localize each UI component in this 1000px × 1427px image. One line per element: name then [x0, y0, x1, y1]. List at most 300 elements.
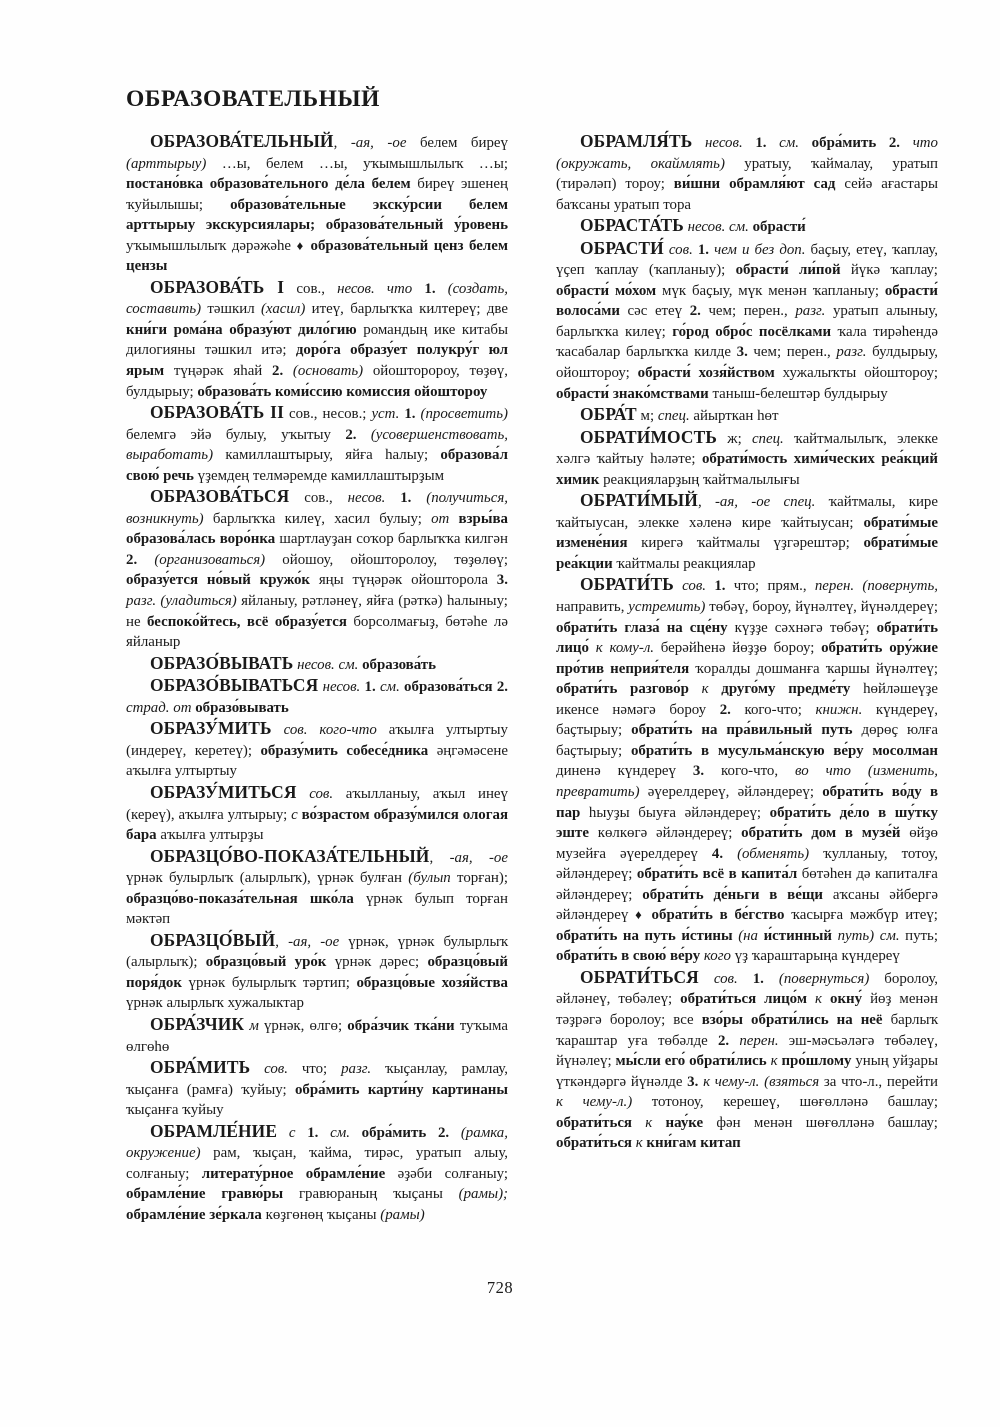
bashkir-gloss: икенсе	[556, 701, 599, 718]
example-phrase: обрати́ть	[631, 722, 693, 739]
dictionary-entry	[556, 215, 938, 238]
bashkir-gloss: не	[126, 613, 141, 630]
russian-gloss: (получиться,	[426, 490, 508, 507]
dictionary-entry	[126, 675, 508, 718]
bashkir-gloss: ҡапланыу;	[812, 282, 880, 299]
example-phrase: свою́	[632, 948, 667, 965]
example-phrase: обра́мить	[361, 1124, 427, 1141]
sense-number: 2.	[496, 679, 509, 696]
bashkir-gloss: ҡайтмалы,	[828, 494, 896, 511]
example-phrase: обрамле́ние	[126, 1206, 206, 1223]
example-phrase: во́ду	[891, 783, 922, 800]
example-phrase: обрати́ть	[556, 681, 618, 698]
bashkir-gloss: үрнәк,	[263, 1017, 305, 1034]
entry-body	[126, 490, 508, 650]
bashkir-gloss: быуға	[638, 804, 677, 821]
russian-gloss: (рамка,	[460, 1124, 508, 1141]
headword: ОБРА́МИТЬ	[150, 1057, 251, 1078]
bashkir-gloss: уҡытыу	[281, 426, 332, 443]
grammar-label: -ое	[488, 849, 508, 866]
grammar-label: несов.	[687, 219, 726, 236]
bashkir-gloss: алыныу,	[886, 303, 938, 320]
bashkir-gloss: яйға	[366, 593, 394, 610]
dictionary-entry	[126, 1121, 508, 1226]
bashkir-gloss: төбәү,	[709, 599, 749, 616]
bashkir-gloss: (рамға)	[186, 1081, 233, 1098]
example-phrase: эште	[556, 825, 589, 842]
bashkir-gloss: ҡайтыу	[596, 451, 644, 468]
bashkir-gloss: әйләндереү;	[737, 783, 814, 800]
dictionary-entry	[126, 782, 508, 846]
example-phrase: ве́ру	[833, 742, 864, 759]
headword: ОБРАТИ́МЫЙ	[580, 490, 698, 511]
example-phrase: в	[719, 907, 728, 924]
bashkir-gloss: ҡыҫан,	[252, 1145, 297, 1162]
bashkir-gloss: ж;	[727, 430, 742, 447]
headword: ОБРАТИ́ТЬСЯ	[580, 966, 699, 987]
bashkir-gloss: ҡаршы	[825, 660, 870, 677]
sense-number: 1.	[752, 970, 764, 987]
example-phrase: путь	[821, 722, 853, 739]
bashkir-gloss: уратып	[415, 1145, 462, 1162]
bashkir-gloss: камиллаштырҙым	[330, 467, 445, 484]
grammar-label: спец.	[657, 408, 690, 425]
example-phrase: на	[836, 1011, 853, 1028]
sense-number: 2.	[126, 551, 138, 568]
bashkir-gloss: солғаныу;	[444, 1165, 508, 1182]
bashkir-gloss: ҡыҫаны	[326, 1206, 377, 1223]
bashkir-gloss: соҡор	[356, 531, 394, 548]
bashkir-gloss: мәктәп	[126, 911, 171, 928]
russian-gloss: (хасил)	[260, 301, 306, 318]
bashkir-gloss: бороу,	[752, 599, 792, 616]
russian-gloss: превратить)	[556, 783, 640, 800]
bashkir-gloss: итеү;	[905, 907, 938, 924]
bashkir-gloss: тәртип;	[302, 974, 350, 991]
bashkir-gloss: музейға	[556, 845, 607, 862]
russian-gloss: (рамы);	[458, 1186, 508, 1203]
bashkir-gloss: тотоу,	[901, 845, 938, 862]
bashkir-gloss: шартлауҙан	[279, 531, 353, 548]
bashkir-gloss: үрнәк,	[348, 933, 389, 950]
bashkir-gloss: барлыҡҡа	[397, 531, 461, 548]
grammar-label: несов.	[337, 280, 375, 297]
bashkir-gloss: һөт	[757, 408, 779, 425]
grammar-label: сов.	[283, 722, 308, 739]
example-phrase: образова́ть	[362, 656, 436, 673]
bashkir-gloss: йүнәлде	[630, 1073, 683, 1090]
bashkir-gloss: ҡала	[837, 323, 867, 340]
dictionary-entry	[126, 277, 508, 402]
grammar-label: к	[635, 1135, 643, 1152]
bashkir-gloss: алырлыҡ	[166, 995, 224, 1012]
bashkir-gloss: аҡылланыу,	[345, 785, 421, 802]
russian-gloss: окружение)	[126, 1145, 201, 1162]
grammar-label: что	[912, 135, 938, 151]
russian-gloss: (на	[738, 927, 758, 944]
example-phrase: образова́тельный	[325, 217, 444, 234]
grammar-label: спец.	[751, 430, 784, 447]
example-phrase: беспоко́йтесь,	[147, 613, 241, 630]
example-phrase: ценз	[433, 237, 464, 254]
example-phrase: цензы	[126, 258, 168, 275]
example-phrase: знако́мствами	[612, 385, 709, 402]
example-phrase: в	[769, 886, 778, 903]
bashkir-gloss: ҡыҫанға	[126, 1102, 179, 1119]
example-phrase: образу́ют	[229, 321, 292, 338]
bashkir-gloss: өйҙө	[909, 825, 938, 842]
example-phrase: полукру́г	[416, 342, 480, 359]
entry-body	[556, 242, 938, 402]
bashkir-gloss: барлыҡ	[890, 1011, 938, 1028]
bashkir-gloss: кого-что;	[744, 701, 802, 718]
bashkir-gloss: телмәремде	[252, 467, 328, 484]
bashkir-gloss: торған	[466, 890, 508, 907]
headword: ОБРАЗОВА́ТЬ I	[150, 276, 285, 297]
bashkir-gloss: хәленә	[689, 514, 732, 531]
grammar-label: несов.	[322, 679, 361, 696]
bashkir-gloss: аҡыл	[432, 785, 466, 802]
bashkir-gloss: баҫыу,	[691, 282, 733, 299]
example-phrase: капита́л	[741, 866, 798, 883]
bashkir-gloss: яһай	[233, 363, 263, 380]
bashkir-gloss: әүерелдереү	[620, 845, 698, 862]
example-phrase: неприя́теля	[610, 660, 690, 677]
bashkir-gloss: түңәрәк	[352, 572, 403, 589]
headword: ОБРАЗУ́МИТЬ	[150, 718, 272, 739]
example-phrase: обро́с	[715, 323, 753, 340]
example-phrase: дом	[811, 825, 837, 842]
russian-gloss: (основать)	[292, 363, 364, 380]
russian-gloss: путь)	[837, 927, 875, 944]
grammar-label: кого-что	[319, 722, 377, 739]
bashkir-gloss: ҡайма,	[309, 1145, 352, 1162]
example-phrase: бара	[126, 827, 157, 844]
example-phrase: кни́гам	[646, 1135, 697, 1152]
headword: ОБРАТИ́ТЬ	[580, 574, 674, 595]
dictionary-entry	[556, 238, 938, 404]
grammar-label: несов.	[705, 135, 743, 151]
bashkir-gloss: өлгө;	[309, 1017, 343, 1034]
grammar-label: -ая,	[449, 849, 473, 866]
bashkir-gloss: ҡайтмалы	[696, 535, 760, 552]
example-phrase: обрамля́ют	[729, 176, 805, 193]
russian-gloss: (повернуться)	[778, 970, 870, 987]
example-phrase: но́вый	[206, 572, 251, 589]
grammar-label: чему-л.)	[582, 1094, 633, 1111]
text-columns	[126, 131, 938, 1266]
bashkir-gloss: хәлгә	[556, 451, 591, 468]
bashkir-gloss: инеү	[477, 785, 508, 802]
example-phrase: обрасти́	[556, 385, 610, 402]
bashkir-gloss: берәйһенә	[660, 640, 726, 657]
bashkir-gloss: яңы	[318, 572, 344, 589]
bashkir-gloss: ҡыҫанлау,	[384, 1061, 448, 1078]
bashkir-gloss: баҡсаны	[556, 196, 611, 213]
example-phrase: ярым	[126, 363, 165, 380]
bashkir-gloss: күндереү	[841, 948, 900, 965]
example-phrase: всё	[702, 866, 725, 883]
example-phrase: арттырыу	[126, 217, 196, 234]
bashkir-gloss: ҡаплау;	[890, 262, 938, 279]
bashkir-gloss: итеү,	[311, 301, 344, 318]
bashkir-gloss: төбәү;	[829, 619, 870, 636]
bashkir-gloss: белемгә	[126, 426, 177, 443]
bashkir-gloss: боролоу,	[884, 970, 938, 987]
grammar-label: сов.	[682, 578, 707, 595]
bashkir-gloss: боролоу;	[609, 1011, 666, 1028]
bashkir-gloss: эйә	[190, 426, 212, 443]
example-phrase: обрати́лись	[751, 1011, 829, 1028]
grammar-label: разг.	[836, 344, 867, 361]
bashkir-gloss: перейти	[886, 1073, 938, 1090]
russian-gloss: (усовершенствовать,	[370, 426, 508, 443]
russian-gloss: устремить)	[628, 599, 706, 616]
sense-number: 3.	[692, 763, 705, 780]
grammar-label: см.	[779, 135, 800, 151]
example-phrase: обрати́ть	[821, 640, 883, 657]
entry-body	[684, 219, 806, 235]
example-phrase: мосолман	[872, 742, 939, 759]
grammar-label: к	[703, 1073, 711, 1090]
bashkir-gloss: ҡаплау,	[892, 241, 938, 258]
sense-number: 1.	[424, 280, 436, 297]
bashkir-gloss: тәшкил	[207, 301, 255, 318]
bashkir-gloss: бөтәһен	[801, 866, 852, 883]
bashkir-gloss: әйләндереү	[556, 907, 629, 924]
bashkir-gloss: менән	[753, 1114, 793, 1131]
bashkir-gloss: ,	[697, 494, 702, 511]
entry-body	[556, 971, 938, 1151]
bashkir-gloss: ойошторороу,	[372, 363, 460, 380]
headword: ОБРАЗЦО́ВЫЙ	[150, 929, 276, 950]
entry-body	[637, 408, 779, 424]
bashkir-gloss: уҡымышлылыҡ	[126, 237, 227, 254]
example-phrase: ору́жие	[889, 640, 938, 657]
example-phrase: поря́док	[126, 974, 182, 991]
bashkir-gloss: үрнәк	[126, 870, 163, 887]
bashkir-gloss: м;	[640, 408, 655, 425]
example-phrase: обрати́ть	[769, 804, 831, 821]
headword: ОБРАЗО́ВЫВАТЬ	[150, 652, 294, 673]
bashkir-gloss: йүкә	[850, 262, 881, 279]
bashkir-gloss: ,	[333, 135, 338, 151]
bashkir-gloss: аҡылға	[178, 806, 224, 823]
bashkir-gloss: һәләте;	[650, 451, 696, 468]
grammar-label: -ое	[751, 494, 771, 511]
example-phrase: воро́нка	[219, 531, 276, 548]
example-phrase: экску́рсии	[372, 196, 442, 213]
dictionary-entry	[126, 131, 508, 277]
bashkir-gloss: белем	[419, 135, 458, 151]
bashkir-gloss: булырлыҡ	[443, 933, 508, 950]
example-phrase: про́шлому	[781, 1053, 852, 1070]
bashkir-gloss: элекке	[638, 514, 680, 531]
russian-gloss: (организоваться)	[154, 551, 266, 568]
sense-number: 3.	[687, 1073, 699, 1090]
example-phrase: обрати́ть	[642, 886, 704, 903]
headword: ОБРАСТА́ТЬ	[580, 215, 684, 236]
example-phrase: в	[844, 825, 853, 842]
bashkir-gloss: туҡыма	[459, 1017, 508, 1034]
left-column	[126, 131, 508, 1266]
bashkir-gloss: көлкөгә	[597, 825, 648, 842]
bashkir-gloss: ойошторолоу,	[350, 551, 438, 568]
example-phrase: глаза́	[624, 619, 660, 636]
bashkir-gloss: перен.,	[786, 344, 831, 361]
bashkir-gloss: направить,	[556, 599, 625, 616]
bashkir-gloss: барлыҡҡа	[625, 344, 689, 361]
example-phrase: обрати́ть	[741, 825, 803, 842]
grammar-label: к	[645, 1114, 653, 1131]
bashkir-gloss: барлыҡҡа	[212, 510, 276, 527]
bashkir-gloss: перен.,	[743, 303, 788, 320]
bashkir-gloss: две	[486, 301, 508, 318]
example-phrase: предме́ту	[788, 681, 851, 698]
example-phrase: нау́ке	[665, 1114, 704, 1131]
example-phrase: лицо́м	[764, 991, 807, 1008]
example-phrase: белем	[469, 196, 508, 213]
bashkir-gloss: (индереү,	[126, 742, 187, 759]
example-phrase: обрасти́	[637, 365, 691, 382]
bashkir-gloss: ҡуйылышы;	[126, 196, 203, 213]
bashkir-gloss: дилогияны	[126, 342, 196, 359]
example-phrase: тка́ни	[414, 1017, 455, 1034]
grammar-label: сов.	[309, 785, 334, 802]
bashkir-gloss: үрнәк	[188, 974, 226, 991]
dictionary-entry	[126, 1057, 508, 1121]
headword: ОБРАЗУ́МИТЬСЯ	[150, 781, 297, 802]
example-phrase: ологая	[462, 806, 509, 823]
russian-gloss: составить)	[126, 301, 202, 318]
example-phrase: обрати́ть	[556, 948, 618, 965]
example-phrase: обрати́мые	[863, 535, 938, 552]
grammar-label: что	[386, 280, 413, 297]
grammar-label: к	[595, 640, 603, 657]
example-phrase: обрати́ться	[556, 1114, 632, 1131]
grammar-label: см.	[379, 679, 400, 696]
example-phrase: обрасти́	[884, 282, 938, 299]
bashkir-gloss: барлыҡҡа	[556, 323, 619, 340]
grammar-label: во	[795, 763, 809, 780]
bashkir-gloss: что;	[733, 578, 760, 595]
example-phrase: и́стинный	[763, 927, 833, 944]
grammar-label: сов.	[713, 970, 738, 987]
example-phrase: сад	[813, 176, 836, 193]
grammar-label: и	[742, 241, 750, 258]
russian-gloss: (повернуть,	[862, 578, 938, 595]
example-phrase: образу́мился	[373, 806, 459, 823]
example-phrase: реа́кции	[556, 555, 613, 572]
bashkir-gloss: ойошторола	[411, 572, 488, 589]
grammar-label: см.	[330, 1124, 350, 1141]
example-phrase: юл	[488, 342, 508, 359]
grammar-label: страд.	[126, 699, 170, 716]
bashkir-gloss: ҡыҫанға	[126, 1081, 179, 1098]
grammar-label: сов.	[264, 1061, 288, 1078]
grammar-label: сов.	[668, 241, 693, 258]
grammar-label: -ая,	[288, 933, 312, 950]
example-phrase: кружо́к	[259, 572, 310, 589]
headword: ОБРАЗО́ВЫВАТЬСЯ	[150, 675, 319, 696]
russian-gloss: (обменять)	[737, 845, 810, 862]
example-phrase: мы́сли	[615, 1053, 661, 1070]
bashkir-gloss: ҡыҫаны	[393, 1186, 443, 1203]
example-phrase: обрати́ться	[680, 991, 757, 1008]
example-phrase: образцо́вый	[427, 954, 508, 971]
bashkir-gloss: хужалыҡты	[782, 365, 857, 382]
bashkir-gloss: үрнәк	[126, 995, 163, 1012]
grammar-label: см.	[338, 656, 359, 673]
grammar-label: спец.	[783, 494, 816, 511]
bashkir-gloss: ҡайтыусан;	[780, 514, 854, 531]
example-phrase: образова́тельного	[209, 176, 329, 193]
idiom-marker: ♦	[635, 907, 645, 923]
example-phrase: хозя́йства	[441, 974, 508, 991]
bashkir-gloss: путь;	[905, 927, 938, 944]
bashkir-gloss: уратыу,	[744, 155, 792, 172]
bashkir-gloss: мүк	[738, 282, 763, 299]
bashkir-gloss: дәрес;	[379, 954, 420, 971]
grammar-label: доп.	[779, 241, 806, 258]
bashkir-gloss: үҫеп	[556, 262, 585, 279]
example-phrase: обрати́ть	[876, 619, 938, 636]
example-phrase: гравю́ры	[221, 1186, 284, 1203]
idiom-marker: ♦	[296, 237, 305, 253]
bashkir-gloss: йөҙ	[870, 991, 892, 1008]
example-phrase: в	[621, 948, 630, 965]
example-phrase: на	[666, 619, 683, 636]
russian-gloss: (арттырыу)	[126, 155, 207, 172]
example-phrase: образо́вывать	[195, 699, 289, 716]
bashkir-gloss: төбәлеү;	[618, 991, 673, 1008]
grammar-label: что	[825, 763, 851, 780]
bashkir-gloss: ҡараштар	[556, 1032, 618, 1049]
bashkir-gloss: килгән	[464, 531, 508, 548]
example-phrase: обра́мить	[811, 135, 877, 151]
bashkir-gloss: әйбергә	[889, 886, 938, 903]
grammar-label: без	[754, 241, 775, 258]
example-phrase: обрати́ть	[556, 927, 618, 944]
grammar-label: перен.	[739, 1032, 779, 1049]
bashkir-gloss: кире	[908, 494, 938, 511]
example-phrase: путь	[644, 927, 676, 944]
bashkir-gloss: әңгәмәсене	[436, 742, 508, 759]
example-phrase: измене́ния	[556, 535, 628, 552]
entry-body	[126, 281, 508, 400]
bashkir-gloss: юлға	[907, 722, 938, 739]
bashkir-gloss: рамлау,	[461, 1061, 508, 1078]
sense-number: 2.	[345, 426, 357, 443]
example-phrase: ойоштороу	[414, 383, 488, 400]
bashkir-gloss: түңәрәк	[173, 363, 224, 380]
example-phrase: лицо́	[556, 640, 589, 657]
bashkir-gloss: төҙөлөү;	[454, 551, 508, 568]
example-phrase: в	[701, 742, 710, 759]
bashkir-gloss: (тирәләп)	[556, 176, 617, 193]
example-phrase: образова́лась	[126, 531, 216, 548]
example-phrase: китап	[700, 1135, 741, 1152]
bashkir-gloss: яйға	[345, 447, 373, 464]
bashkir-gloss: хасил	[334, 510, 371, 527]
bashkir-gloss: үҙемдең	[197, 467, 250, 484]
sense-number: 3.	[496, 572, 508, 589]
grammar-label: разг.	[126, 593, 157, 610]
example-phrase: экскурсиялары;	[205, 217, 316, 234]
bashkir-gloss: (алырлыҡ);	[126, 954, 198, 971]
bashkir-gloss: что;	[301, 1061, 328, 1078]
bashkir-gloss: үрнәк	[317, 870, 354, 887]
